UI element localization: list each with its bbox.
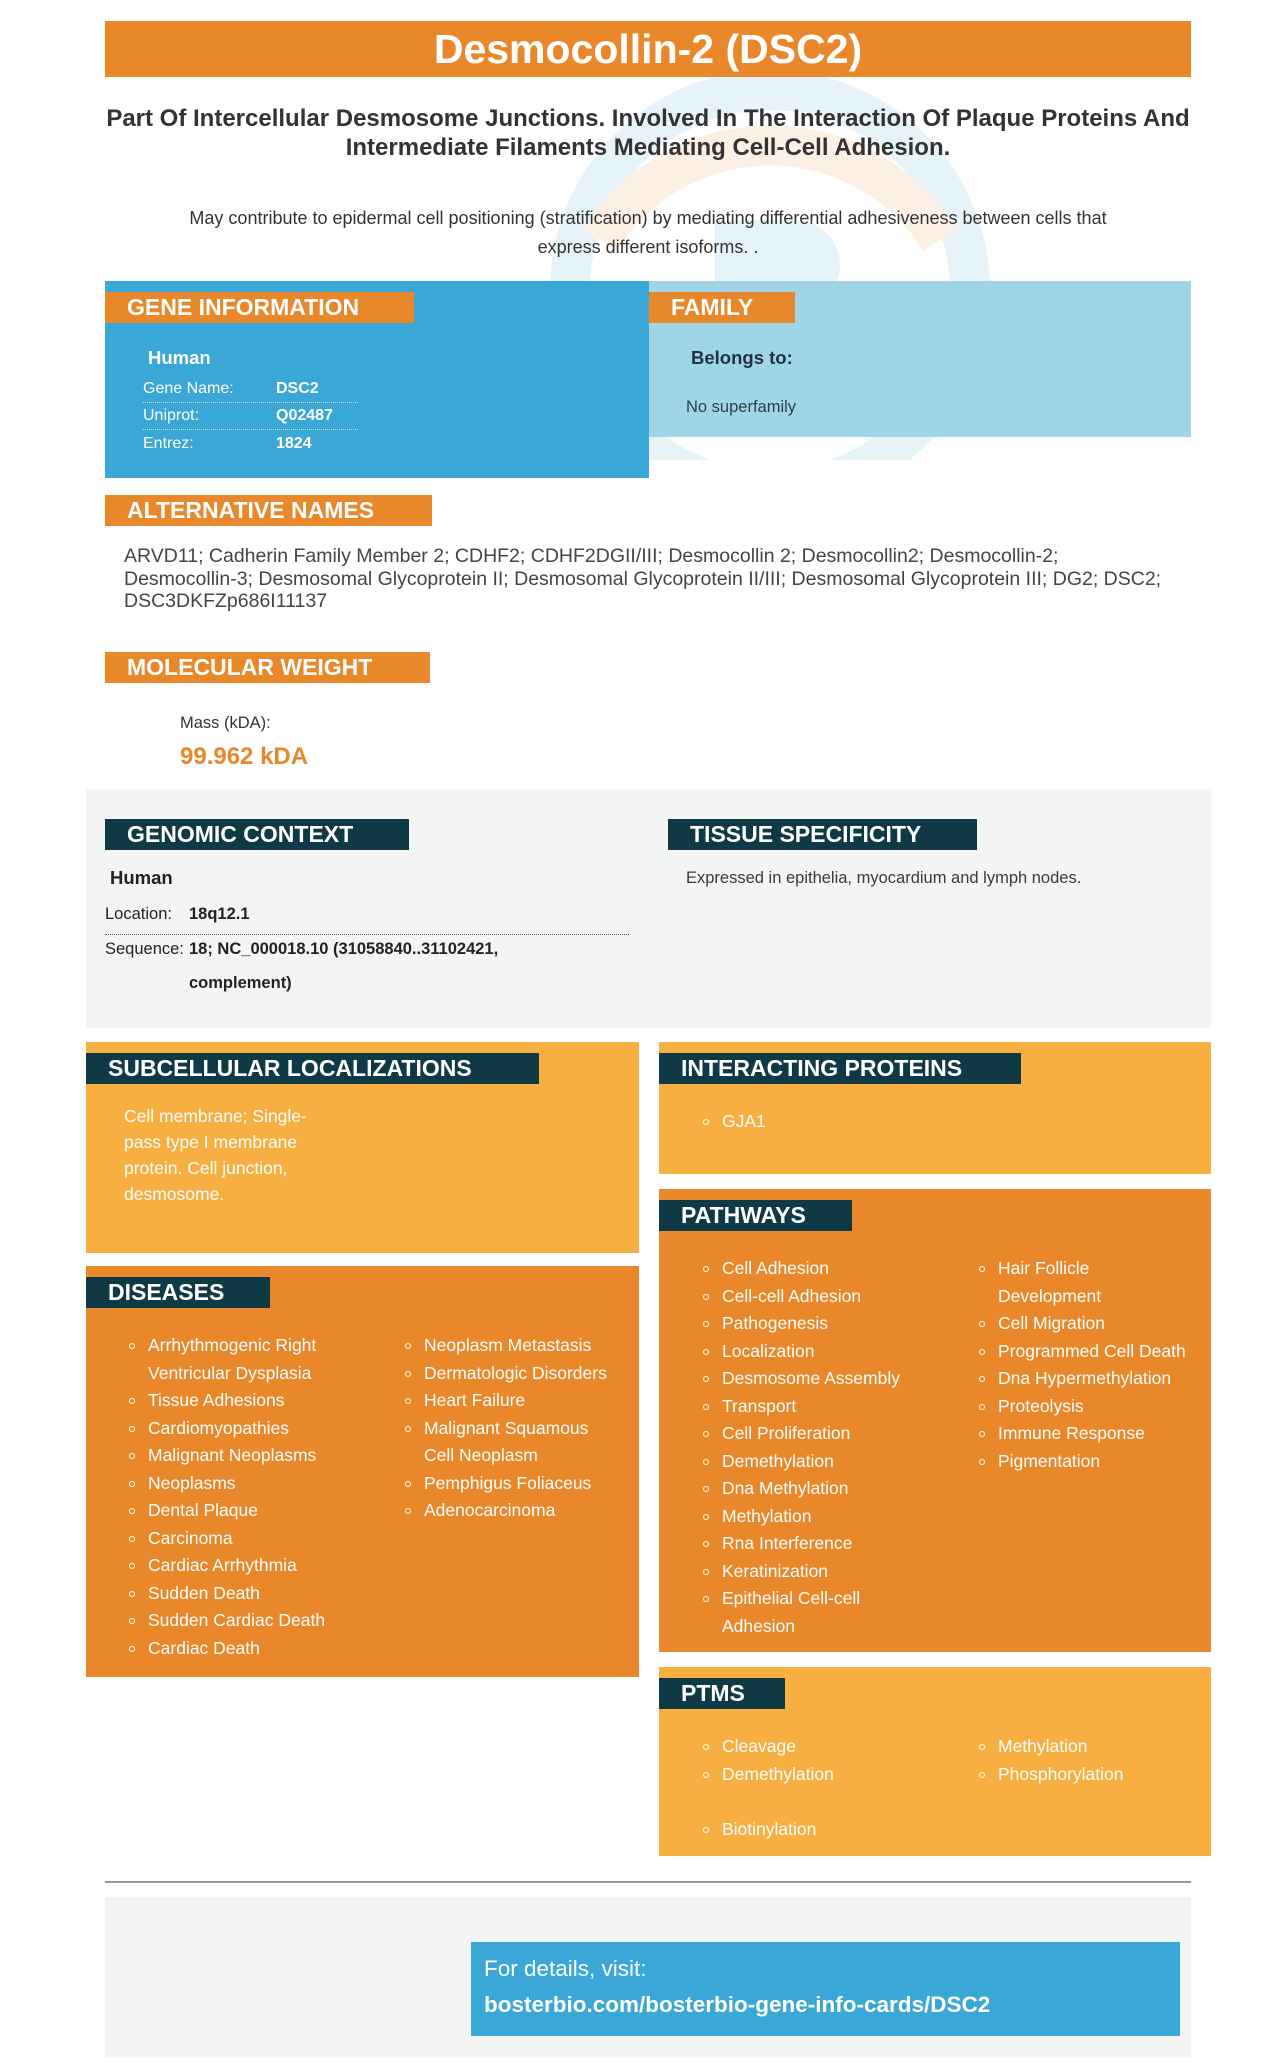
disease-item-text: Adenocarcinoma (424, 1500, 556, 1520)
page-title: Desmocollin-2 (DSC2) (105, 21, 1191, 77)
disease-item (403, 1360, 633, 1388)
pathway-item-text: Immune Response (998, 1423, 1145, 1443)
disease-item-text: Sudden Cardiac Death (148, 1610, 326, 1630)
pathway-item-text: Cell Proliferation (722, 1423, 851, 1443)
pathway-item-text: Adhesion (722, 1615, 795, 1636)
disease-item (127, 1387, 367, 1415)
pathway-item (701, 1338, 951, 1366)
pathway-item (977, 1448, 1207, 1476)
diseases-label: DISEASES (86, 1277, 270, 1308)
disease-item (403, 1470, 633, 1498)
disease-item (127, 1442, 367, 1470)
disease-item-text: Tissue Adhesions (148, 1390, 285, 1410)
pathway-item (977, 1255, 1207, 1310)
disease-item-text: Dermatologic Disorders (424, 1362, 607, 1383)
diseases-list-col2 (403, 1332, 633, 1525)
pathway-item (701, 1393, 951, 1421)
subcellular-localizations-label: SUBCELLULAR LOCALIZATIONS (86, 1053, 539, 1084)
pathway-item-text: Pigmentation (998, 1450, 1101, 1471)
disease-item-text: Pemphigus Foliaceus (424, 1472, 592, 1493)
ptm-item: Cleavage (701, 1733, 951, 1761)
pathway-item-text: Pathogenesis (722, 1313, 829, 1333)
pathway-item (701, 1585, 951, 1640)
uniprot-row (143, 402, 358, 430)
pathway-item (701, 1475, 951, 1503)
footer-divider (105, 1881, 1191, 1883)
disease-item (403, 1497, 633, 1525)
ptms-panel (659, 1667, 1211, 1856)
location-key: Location: (105, 905, 172, 923)
disease-item-text: Cell Neoplasm (424, 1445, 538, 1465)
ptm-item: Biotinylation (701, 1816, 951, 1844)
uniprot-value: Q02487 (276, 407, 333, 424)
gene-information-label: GENE INFORMATION (105, 292, 414, 323)
family-panel (649, 281, 1191, 437)
disease-item-text: Sudden Death (148, 1582, 260, 1603)
disease-item-text: Malignant Squamous (424, 1417, 589, 1438)
pathway-item-text: Hair Follicle (998, 1258, 1090, 1278)
ptm-item: Methylation (977, 1733, 1207, 1761)
gene-name-key: Gene Name: (143, 380, 234, 397)
pathway-item-text: Cell-cell Adhesion (722, 1285, 862, 1306)
diseases-panel (86, 1266, 639, 1677)
ptms-list-col2 (977, 1733, 1207, 1788)
sequence-value-line2: complement) (189, 974, 292, 992)
gene-name-row (143, 375, 358, 403)
disease-item-text: Cardiac Death (148, 1637, 260, 1658)
function-description: May contribute to epidermal cell positioning (stratification) by mediating differential adhesiveness between cells that express different isoforms. . (189, 208, 1107, 257)
disease-item (127, 1525, 367, 1553)
pathway-item (977, 1365, 1207, 1393)
disease-item-text: Dental Plaque (148, 1500, 258, 1520)
genomic-divider (105, 934, 629, 935)
pathway-item-text: Methylation (722, 1505, 812, 1526)
pathway-item-text: Rna Interference (722, 1533, 853, 1553)
genomic-context-label: GENOMIC CONTEXT (105, 819, 409, 850)
pathway-item (701, 1448, 951, 1476)
subcellular-line: Cell membrane; Single- (124, 1106, 307, 1126)
disease-item (127, 1332, 367, 1387)
subcellular-line: desmosome. (124, 1184, 225, 1204)
ptms-label: PTMS (659, 1678, 785, 1709)
pathway-item-text: Proteolysis (998, 1395, 1084, 1416)
pathway-item (701, 1503, 951, 1531)
alternative-names-text: ARVD11; Cadherin Family Member 2; CDHF2; CDHF2DGII/III; Desmocollin 2; Desmocollin2; Desmocollin-2; Desmocollin-3; Desmosomal Glycoprotein II; Desmosomal Glycoprotein II/III; Desmosomal Glycoprotein III; DG2; DSC2; DSC3DKFZp686I11137 (124, 545, 1162, 612)
disease-item (403, 1415, 633, 1470)
disease-item-text: Malignant Neoplasms (148, 1445, 317, 1465)
pathway-item-text: Demethylation (722, 1450, 834, 1471)
disease-item-text: Neoplasms (148, 1472, 236, 1493)
family-value: No superfamily (686, 398, 797, 416)
genomic-context-band (86, 789, 1211, 1028)
sequence-value-line1: 18; NC_000018.10 (31058840..31102421, (189, 940, 499, 958)
pathway-item-text: Desmosome Assembly (722, 1368, 900, 1388)
molecular-weight-label: MOLECULAR WEIGHT (105, 652, 430, 683)
pathway-item-text: Cell Adhesion (722, 1258, 830, 1278)
disease-item (127, 1415, 367, 1443)
location-value: 18q12.1 (189, 905, 250, 923)
disease-item (127, 1470, 367, 1498)
pathway-item (977, 1338, 1207, 1366)
disease-item (127, 1497, 367, 1525)
entrez-row (143, 430, 358, 457)
pathways-panel (659, 1189, 1211, 1652)
gene-information-panel (105, 281, 649, 478)
disease-item-text: Ventricular Dysplasia (148, 1362, 312, 1383)
entrez-value: 1824 (276, 435, 312, 452)
pathway-item-text: Dna Hypermethylation (998, 1368, 1172, 1388)
uniprot-key: Uniprot: (143, 407, 200, 424)
gene-species: Human (148, 347, 211, 368)
disease-item (403, 1387, 633, 1415)
pathway-item (977, 1310, 1207, 1338)
disease-item-text: Cardiac Arrhythmia (148, 1555, 297, 1575)
disease-item-text: Heart Failure (424, 1390, 526, 1410)
disease-item-text: Carcinoma (148, 1527, 233, 1548)
gene-name-value: DSC2 (276, 380, 319, 397)
alternative-names-label: ALTERNATIVE NAMES (105, 495, 432, 526)
disease-item (127, 1552, 367, 1580)
pathways-label: PATHWAYS (659, 1200, 852, 1231)
interacting-proteins-panel (659, 1042, 1211, 1174)
pathway-item (701, 1365, 951, 1393)
mass-label: Mass (kDA): (180, 714, 271, 732)
disease-item-text: Neoplasm Metastasis (424, 1335, 592, 1355)
ptms-list-col1 (701, 1733, 951, 1788)
pathway-item (977, 1420, 1207, 1448)
interacting-proteins-label: INTERACTING PROTEINS (659, 1053, 1021, 1084)
sequence-key: Sequence: (105, 940, 184, 958)
footer-line1: For details, visit: (484, 1956, 647, 1981)
subcellular-localizations-text (124, 1103, 307, 1207)
mass-value: 99.962 kDA (180, 743, 309, 770)
pathway-item-text: Epithelial Cell-cell (722, 1588, 861, 1608)
pathways-list-col1 (701, 1255, 951, 1640)
disease-item (127, 1607, 367, 1635)
subcellular-line: pass type I membrane (124, 1132, 298, 1152)
subcellular-localizations-panel (86, 1042, 639, 1253)
pathway-item (701, 1310, 951, 1338)
pathway-item-text: Programmed Cell Death (998, 1340, 1186, 1361)
diseases-list-col1 (127, 1332, 367, 1662)
footer-url[interactable]: bosterbio.com/bosterbio-gene-info-cards/DSC2 (484, 1992, 991, 2017)
pathway-item (701, 1255, 951, 1283)
disease-item-text: Arrhythmogenic Right (148, 1335, 317, 1355)
ptm-item: Phosphorylation (977, 1761, 1207, 1789)
subcellular-line: protein. Cell junction, (124, 1158, 288, 1178)
interacting-protein-item: GJA1 (701, 1108, 1001, 1136)
pathway-item-text: Cell Migration (998, 1313, 1105, 1333)
ptms-list-extra (701, 1816, 951, 1844)
pathway-item (701, 1283, 951, 1311)
pathway-item (701, 1558, 951, 1586)
pathway-item (977, 1393, 1207, 1421)
disease-item (127, 1580, 367, 1608)
entrez-key: Entrez: (143, 435, 194, 452)
pathway-item-text: Development (998, 1285, 1102, 1306)
pathway-item-text: Transport (722, 1395, 797, 1416)
tissue-specificity-text: Expressed in epithelia, myocardium and lymph nodes. (686, 869, 1082, 887)
disease-item-text: Cardiomyopathies (148, 1417, 290, 1438)
genomic-species: Human (110, 867, 173, 888)
page-subtitle: Part Of Intercellular Desmosome Junctions. Involved In The Interaction Of Plaque Proteins And Intermediate Filaments Mediating Cell-Cell Adhesion. (106, 105, 1190, 161)
pathway-item-text: Localization (722, 1340, 815, 1361)
family-label: FAMILY (649, 292, 795, 323)
pathway-item (701, 1530, 951, 1558)
pathway-item-text: Keratinization (722, 1560, 829, 1581)
tissue-specificity-label: TISSUE SPECIFICITY (668, 819, 977, 850)
belongs-to-label: Belongs to: (691, 347, 793, 368)
interacting-proteins-list (701, 1108, 1001, 1136)
disease-item (127, 1635, 367, 1663)
pathways-list-col2 (977, 1255, 1207, 1475)
footer-link-box[interactable] (471, 1942, 1180, 2036)
ptm-item: Demethylation (701, 1761, 951, 1789)
disease-item (403, 1332, 633, 1360)
pathway-item (701, 1420, 951, 1448)
pathway-item-text: Dna Methylation (722, 1478, 849, 1498)
